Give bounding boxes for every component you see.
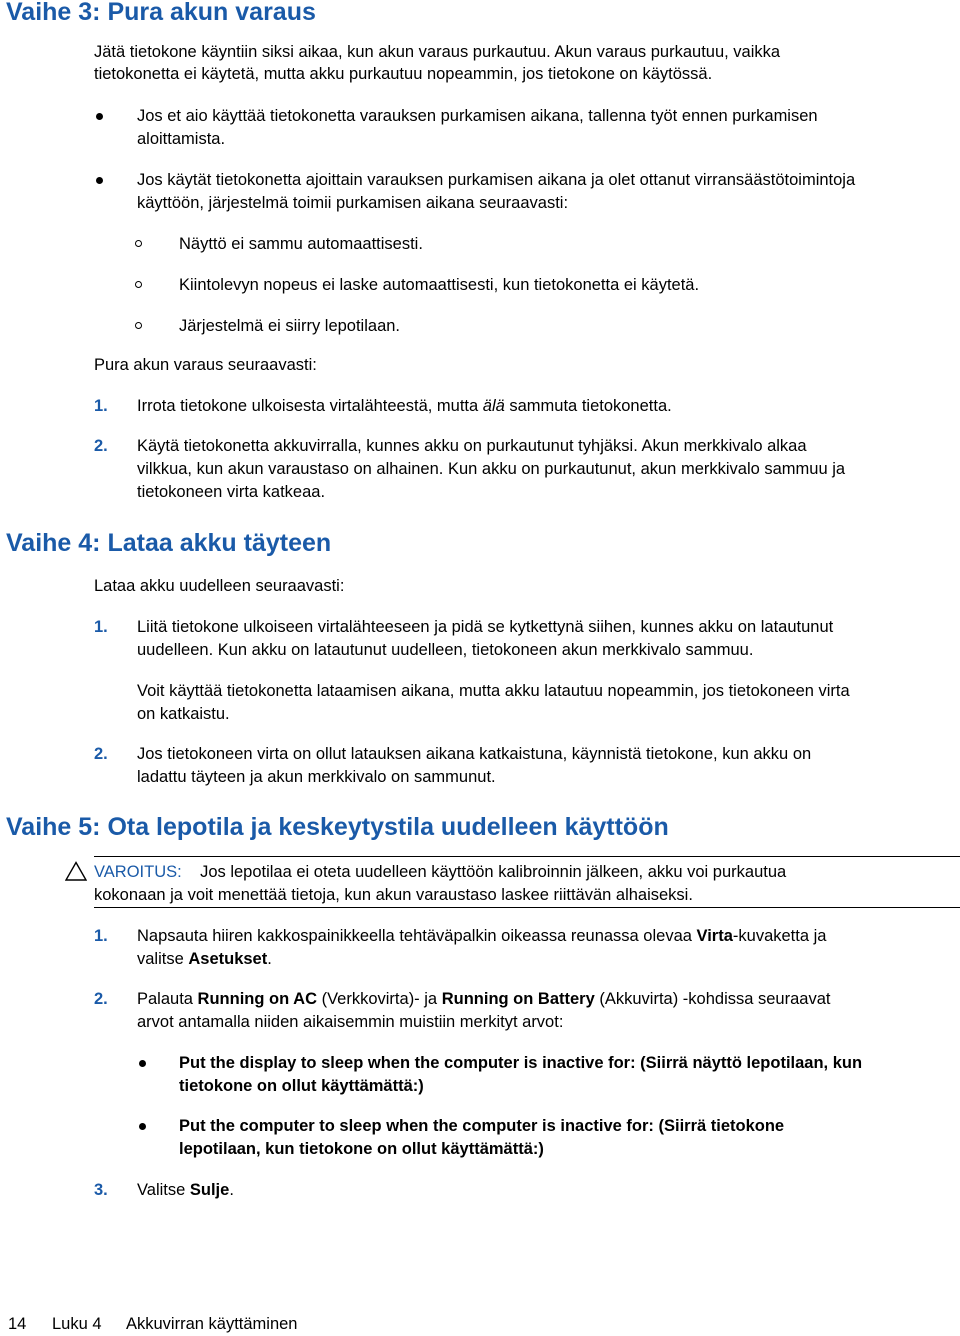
footer-chapter: Luku 4 (52, 1315, 102, 1333)
sub-item-1: Näyttö ei sammu automaattisesti. (179, 235, 423, 253)
resume-step-3: Valitse Sulje. (137, 1181, 234, 1199)
step-number: 3. (94, 1181, 108, 1199)
warning-line-2: kokonaan ja voit menettää tietoja, kun akun varaustaso laskee riittävän alhaiseksi. (94, 886, 693, 904)
resume-step-1-line-1: Napsauta hiiren kakkospainikkeella tehtäväpalkin oikeassa reunassa olevaa Virta-kuvaketta ja (137, 927, 827, 945)
step-number: 1. (94, 397, 108, 415)
resume-step-2-line-2: arvot antamalla niiden aikaisemmin muistiin merkityt arvot: (137, 1013, 564, 1031)
setting-bullet-2-line-1: Put the computer to sleep when the computer is inactive for: (Siirrä tietokone (179, 1117, 785, 1135)
discharge-step-2-line-2: vilkkua, kun akun varaustaso on alhainen. Kun akku on purkautunut, akun merkkivalo sammuu ja (137, 460, 846, 478)
resume-step-2-line-1: Palauta Running on AC (Verkkovirta)- ja Running on Battery (Akkuvirta) -kohdissa seuraavat (137, 990, 831, 1008)
warning-triangle-icon (65, 861, 87, 881)
warning-top-rule (94, 856, 960, 857)
charge-step-2-line-1: Jos tietokoneen virta on ollut latauksen aikana katkaistuna, käynnistä tietokone, kun akku on (137, 745, 812, 763)
charge-note-line-2: on katkaistu. (137, 705, 230, 723)
charge-step-2-line-2: ladattu täyteen ja akun merkkivalo on sammunut. (137, 768, 496, 786)
charge-lead: Lataa akku uudelleen seuraavasti: (94, 577, 345, 595)
setting-bullet-1-line-1: Put the display to sleep when the computer is inactive for: (Siirrä näyttö lepotilaan, kun (179, 1054, 863, 1072)
charge-step-1-line-2: uudelleen. Kun akku on latautunut uudelleen, tietokoneen akun merkkivalo sammuu. (137, 641, 754, 659)
discharge-step-2-line-1: Käytä tietokonetta akkuvirralla, kunnes akku on purkautunut tyhjäksi. Akun merkkivalo alkaa (137, 437, 807, 455)
bullet2-line-2: käyttöön, järjestelmä toimii purkamisen aikana seuraavasti: (137, 194, 569, 212)
bullet-dot (139, 1060, 146, 1067)
section-heading-step3: Vaihe 3: Pura akun varaus (6, 0, 316, 26)
charge-note-line-1: Voit käyttää tietokonetta lataamisen aikana, mutta akku latautuu nopeammin, jos tietokoneen virta (137, 682, 850, 700)
sub-item-2: Kiintolevyn nopeus ei laske automaattisesti, kun tietokonetta ei käytetä. (179, 276, 700, 294)
footer-chapter-title: Akkuvirran käyttäminen (126, 1315, 298, 1333)
discharge-lead: Pura akun varaus seuraavasti: (94, 356, 317, 374)
bullet-dot (139, 1123, 146, 1130)
step-number: 2. (94, 745, 108, 763)
sub-bullet-ring (135, 240, 142, 247)
resume-step-1-line-2: valitse Asetukset. (137, 950, 272, 968)
setting-bullet-2-line-2: lepotilaan, kun tietokone on ollut käyttämättä:) (179, 1140, 544, 1158)
step-number: 1. (94, 618, 108, 636)
section-heading-step5: Vaihe 5: Ota lepotila ja keskeytystila uudelleen käyttöön (6, 813, 669, 841)
discharge-step-2-line-3: tietokoneen virta katkeaa. (137, 483, 326, 501)
step-number: 2. (94, 990, 108, 1008)
sub-bullet-ring (135, 281, 142, 288)
intro-line-2: tietokonetta ei käytetä, mutta akku purkautuu nopeammin, jos tietokone on käytössä. (94, 65, 713, 83)
step-number: 2. (94, 437, 108, 455)
bullet2-line-1: Jos käytät tietokonetta ajoittain varauksen purkamisen aikana ja olet ottanut virransäästötoimintoja (137, 171, 856, 189)
warning-bottom-rule (94, 907, 960, 908)
page-number: 14 (8, 1315, 27, 1333)
bullet1-line-1: Jos et aio käyttää tietokonetta varauksen purkamisen aikana, tallenna työt ennen purkamisen (137, 107, 818, 125)
bullet-dot (96, 113, 103, 120)
section-heading-step4: Vaihe 4: Lataa akku täyteen (6, 529, 332, 557)
sub-item-3: Järjestelmä ei siirry lepotilaan. (179, 317, 401, 335)
step-number: 1. (94, 927, 108, 945)
warning-line-1: VAROITUS: Jos lepotilaa ei oteta uudelleen käyttöön kalibroinnin jälkeen, akku voi purkautua (94, 863, 787, 881)
charge-step-1-line-1: Liitä tietokone ulkoiseen virtalähteeseen ja pidä se kytkettynä siihen, kunnes akku on latautunut (137, 618, 834, 636)
bullet-dot (96, 177, 103, 184)
sub-bullet-ring (135, 322, 142, 329)
setting-bullet-1-line-2: tietokone on ollut käyttämättä:) (179, 1077, 424, 1095)
intro-line-1: Jätä tietokone käyntiin siksi aikaa, kun akun varaus purkautuu. Akun varaus purkautuu, vaikka (94, 43, 781, 61)
warning-label: VAROITUS: (94, 863, 182, 881)
discharge-step-1: Irrota tietokone ulkoisesta virtalähteestä, mutta älä sammuta tietokonetta. (137, 397, 672, 415)
bullet1-line-2: aloittamista. (137, 130, 226, 148)
